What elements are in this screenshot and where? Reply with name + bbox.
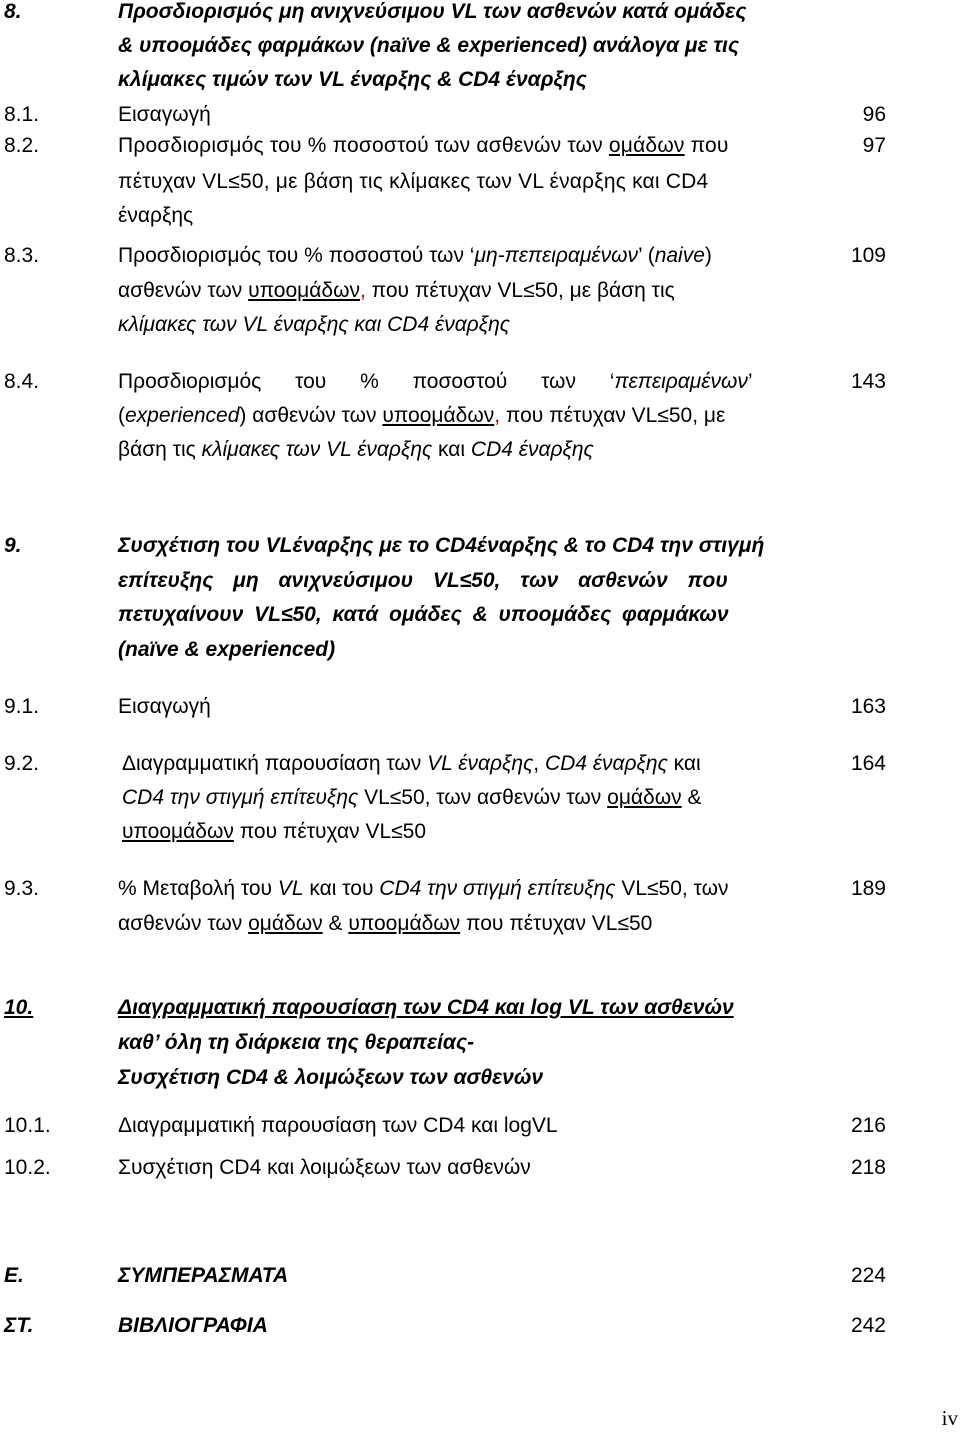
entry-title-line: πέτυχαν VL≤50, με βάση τις κλίμακες των VL έναρξης και CD4 [118,170,709,193]
section-number: 8. [4,0,22,23]
entry-number: 8.3. [4,244,40,267]
section-title-line: Συσχέτιση του VLέναρξης με το CD4έναρξης & το CD4 την στιγμή [118,534,765,557]
section-title-line: Διαγραμματική παρουσίαση των CD4 και log VL των ασθενών [118,996,734,1019]
entry-title-line: % Μεταβολή του VL και του CD4 την στιγμή επίτευξης VL≤50, των [118,877,729,900]
entry-title-line: έναρξης [118,204,194,227]
page-number: iv [941,1406,958,1430]
section-title-line: κλίμακες τιμών των VL έναρξης & CD4 έναρξης [118,68,587,91]
entry-page: 97 [862,134,886,157]
entry-title: Διαγραμματική παρουσίαση των CD4 και logVL [118,1114,558,1137]
entry-title-line: (experienced) ασθενών των υποομάδων, που πέτυχαν VL≤50, με [118,404,726,427]
entry-title-line: Προσδιορισμός του % ποσοστού των ασθενών των ομάδων που [118,134,729,157]
entry-number: 9.2. [4,752,40,775]
section-title: ΣΥΜΠΕΡΑΣΜΑΤΑ [118,1264,289,1287]
entry-page: 163 [850,695,886,718]
section-title-line: πετυχαίνουν VL≤50, κατά ομάδες & υποομάδες φαρμάκων [118,603,729,626]
section-number: 10. [4,996,34,1019]
entry-page: 143 [850,370,886,393]
section-title-line: επίτευξης μη ανιχνεύσιμου VL≤50, των ασθενών που [118,569,728,592]
entry-title-line: Διαγραμματική παρουσίαση των VL έναρξης, CD4 έναρξης και [122,752,701,775]
entry-number: 10.2. [4,1156,51,1179]
entry-title-line: υποομάδων που πέτυχαν VL≤50 [122,820,427,843]
entry-page: 224 [850,1264,886,1287]
entry-title-line: βάση τις κλίμακες των VL έναρξης και CD4 έναρξης [118,438,594,461]
entry-page: 216 [850,1114,886,1137]
section-title-line: Προσδιορισμός μη ανιχνεύσιμου VL των ασθενών κατά ομάδες [118,0,747,23]
section-number: 9. [4,534,22,557]
entry-title-line: ασθενών των ομάδων & υποομάδων που πέτυχαν VL≤50 [118,912,653,935]
entry-title-line: κλίμακες των VL έναρξης και CD4 έναρξης [118,313,510,336]
entry-page: 218 [850,1156,886,1179]
entry-page: 242 [850,1314,886,1337]
entry-title: Εισαγωγή [118,695,211,718]
section-number: Ε. [4,1264,24,1287]
entry-page: 164 [850,752,886,775]
entry-title: Εισαγωγή [118,103,211,126]
section-title: ΒΙΒΛΙΟΓΡΑΦΙΑ [118,1314,268,1337]
entry-title-line: Προσδιορισμός του % ποσοστού των ‘μη-πεπειραμένων’ (naive) [118,244,712,267]
entry-number: 10.1. [4,1114,51,1137]
section-title-line: καθ’ όλη τη διάρκεια της θεραπείας- [118,1031,475,1054]
entry-title-line: Προσδιορισμός του % ποσοστού των ‘πεπειραμένων’ [118,370,753,393]
entry-number: 9.3. [4,877,40,900]
entry-title-line: CD4 την στιγμή επίτευξης VL≤50, των ασθενών των ομάδων & [122,786,702,809]
section-title-line: & υποομάδες φαρμάκων (naïve & experienced) ανάλογα με τις [118,34,740,57]
entry-title-line: ασθενών των υποομάδων, που πέτυχαν VL≤50, με βάση τις [118,279,675,302]
entry-page: 96 [862,103,886,126]
section-number: ΣΤ. [4,1314,34,1337]
entry-title: Συσχέτιση CD4 και λοιμώξεων των ασθενών [118,1156,531,1179]
entry-number: 9.1. [4,695,40,718]
entry-number: 8.2. [4,134,40,157]
section-title-line: (naïve & experienced) [118,638,336,661]
entry-page: 189 [850,877,886,900]
section-title-line: Συσχέτιση CD4 & λοιμώξεων των ασθενών [118,1066,544,1089]
entry-page: 109 [850,244,886,267]
entry-number: 8.1. [4,103,40,126]
entry-number: 8.4. [4,370,40,393]
